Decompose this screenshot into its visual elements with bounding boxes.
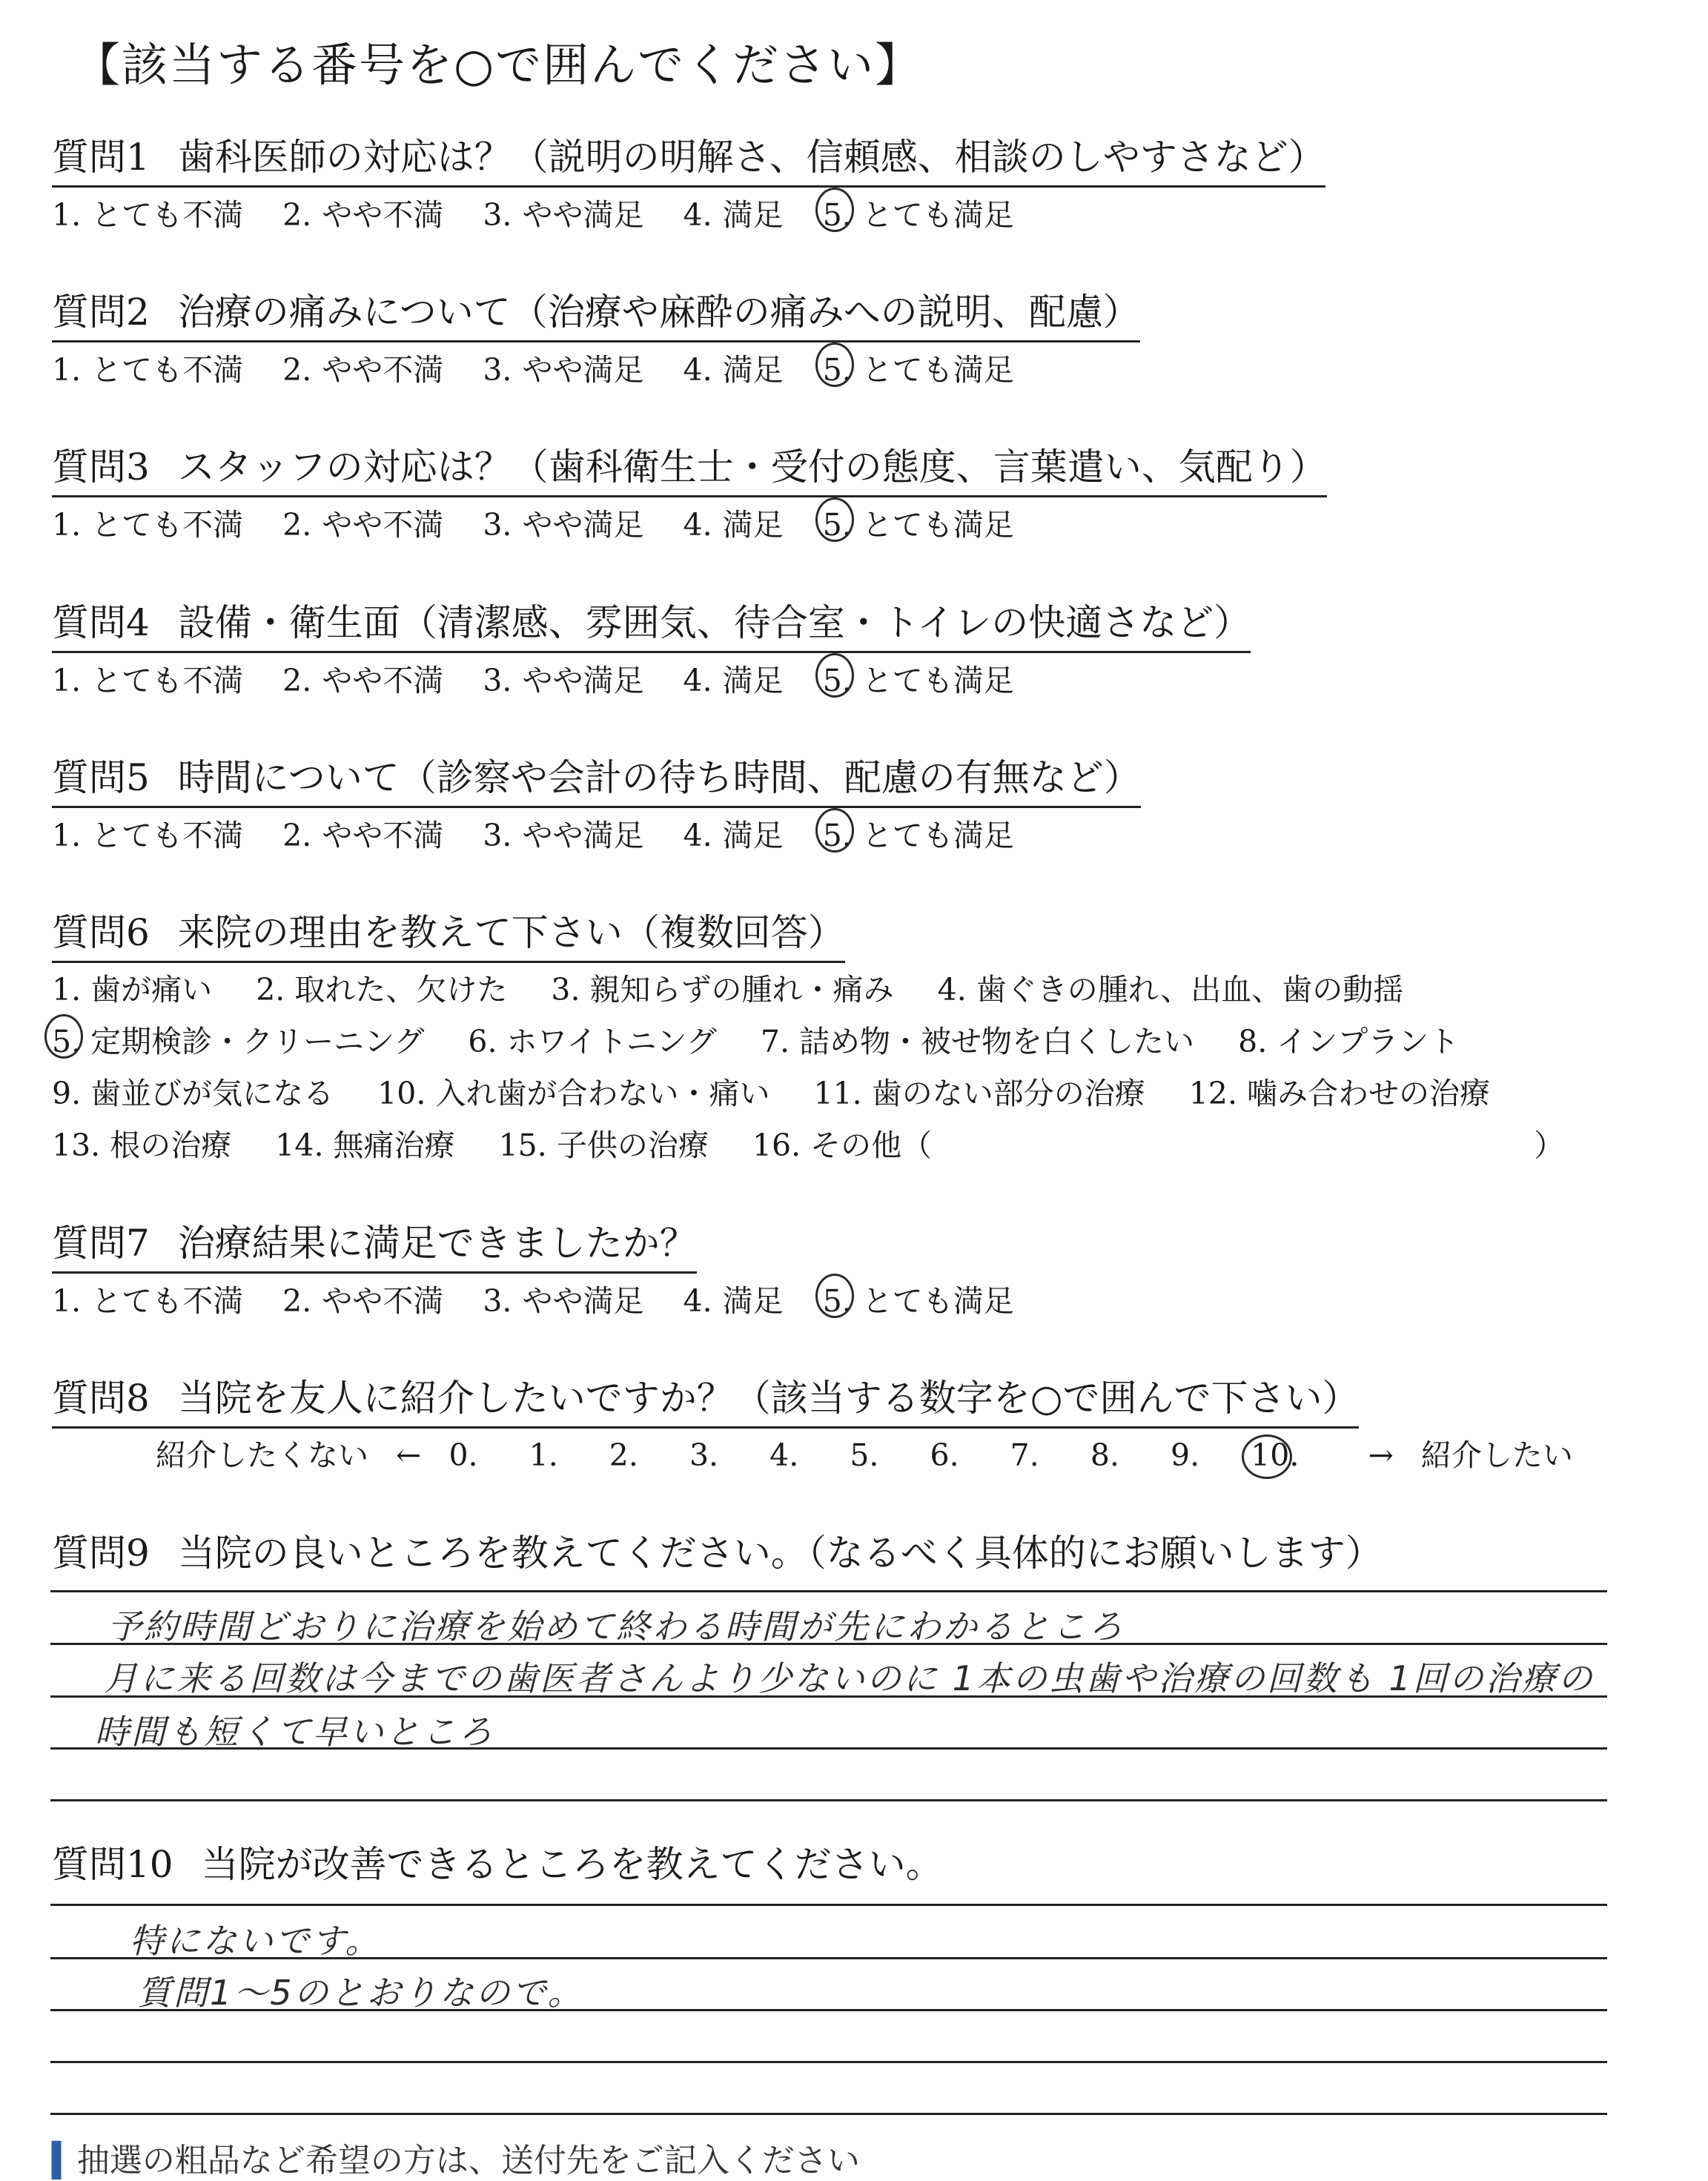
q6-row-1 — [52, 965, 1437, 1009]
q6-option-15[interactable]: 15. 子供の治療 — [498, 1128, 709, 1163]
scale-right-label: 紹介したい — [1420, 1437, 1573, 1473]
q6-row-3 — [52, 1069, 1524, 1113]
q6-option-6[interactable]: 6. ホワイトニング — [468, 1024, 717, 1059]
question-7-options — [52, 1277, 1044, 1320]
question-number: 質問2 — [52, 291, 150, 334]
question-text: 来院の理由を教えて下さい（複数回答） — [177, 911, 845, 954]
option-1[interactable]: 1. とても不満 — [52, 507, 244, 543]
option-4[interactable]: 4. 満足 — [683, 1283, 784, 1319]
option-3[interactable]: 3. やや満足 — [483, 663, 644, 698]
scale-7[interactable]: 7. — [1010, 1437, 1039, 1473]
scale-0[interactable]: 0. — [448, 1437, 478, 1473]
option-4[interactable]: 4. 満足 — [683, 197, 784, 233]
scale-10-selected[interactable]: 10. — [1251, 1437, 1300, 1473]
q6-option-3[interactable]: 3. 親知らずの腫れ・痛み — [551, 972, 894, 1007]
scale-1[interactable]: 1. — [529, 1437, 558, 1473]
q6-row-4 — [52, 1121, 1564, 1165]
q6-other-close: ） — [1534, 1128, 1565, 1163]
scale-4[interactable]: 4. — [769, 1437, 799, 1473]
question-text: 時間について（診察や会計の待ち時間、配慮の有無など） — [177, 756, 1141, 799]
question-3-header — [52, 437, 1327, 497]
question-number: 質問6 — [52, 911, 150, 954]
option-2[interactable]: 2. やや不満 — [282, 1283, 444, 1319]
answer-line — [50, 2113, 1607, 2115]
answer-line — [50, 1643, 1607, 1645]
q6-option-1[interactable]: 1. 歯が痛い — [52, 972, 213, 1007]
question-text: 治療結果に満足できましたか？ — [177, 1222, 697, 1265]
option-5-selected[interactable]: 5. とても満足 — [822, 1283, 1014, 1319]
question-3-options — [52, 500, 1044, 544]
q6-option-5-selected[interactable]: 5. 定期検診・クリーニング — [52, 1024, 425, 1059]
option-1[interactable]: 1. とても不満 — [52, 197, 244, 233]
footer-note: ▍抽選の粗品など希望の方は、送付先をご記入ください — [52, 2142, 860, 2180]
scale-9[interactable]: 9. — [1171, 1437, 1200, 1473]
scale-8[interactable]: 8. — [1090, 1437, 1119, 1473]
q9-answer-line-2[interactable]: 月に来る回数は今までの歯医者さんより少ないのに 1本の虫歯や治療の回数も 1回の治療の — [104, 1658, 1595, 1698]
option-5-selected[interactable]: 5. とても満足 — [822, 197, 1014, 233]
question-1-header — [52, 128, 1325, 188]
option-5-selected[interactable]: 5. とても満足 — [822, 352, 1014, 388]
option-4[interactable]: 4. 満足 — [683, 352, 784, 388]
answer-line — [50, 1747, 1607, 1750]
option-5-selected[interactable]: 5. とても満足 — [822, 818, 1014, 853]
question-number: 質問4 — [52, 601, 150, 644]
q6-option-11[interactable]: 11. 歯のない部分の治療 — [813, 1076, 1145, 1111]
question-number: 質問10 — [52, 1843, 173, 1886]
q9-answer-line-3[interactable]: 時間も短くて早いところ — [95, 1712, 494, 1752]
question-number: 質問7 — [52, 1222, 150, 1265]
q6-option-13[interactable]: 13. 根の治療 — [52, 1128, 232, 1163]
answer-line — [50, 1695, 1607, 1698]
question-text: 治療の痛みについて（治療や麻酔の痛みへの説明、配慮） — [177, 291, 1140, 334]
question-number: 質問1 — [52, 136, 150, 179]
q6-option-14[interactable]: 14. 無痛治療 — [275, 1128, 455, 1163]
q6-option-2[interactable]: 2. 取れた、欠けた — [256, 972, 508, 1007]
question-6-header — [52, 903, 845, 963]
q6-option-12[interactable]: 12. 噛み合わせの治療 — [1188, 1076, 1491, 1111]
question-8-header — [52, 1368, 1359, 1429]
question-text: 当院を友人に紹介したいですか？（該当する数字を○で囲んで下さい） — [177, 1377, 1360, 1420]
question-5-options — [52, 811, 1044, 855]
q6-option-4[interactable]: 4. 歯ぐきの腫れ、出血、歯の動揺 — [937, 972, 1404, 1007]
option-2[interactable]: 2. やや不満 — [282, 507, 444, 543]
question-4-header — [52, 593, 1251, 653]
option-1[interactable]: 1. とても不満 — [52, 352, 244, 388]
option-5-selected[interactable]: 5. とても満足 — [822, 507, 1014, 543]
option-5-selected[interactable]: 5. とても満足 — [822, 663, 1014, 698]
option-3[interactable]: 3. やや満足 — [483, 352, 644, 388]
scale-2[interactable]: 2. — [609, 1437, 638, 1473]
answer-line — [50, 2061, 1607, 2063]
page-title: 【該当する番号を○で囲んでください】 — [74, 38, 923, 92]
option-1[interactable]: 1. とても不満 — [52, 818, 244, 853]
q6-option-9[interactable]: 9. 歯並びが気になる — [52, 1076, 334, 1111]
scale-left-label: 紹介したくない — [156, 1437, 368, 1473]
option-4[interactable]: 4. 満足 — [683, 818, 784, 853]
question-number: 質問5 — [52, 756, 150, 799]
question-number: 質問3 — [52, 446, 150, 489]
question-1-options — [52, 191, 1044, 234]
option-3[interactable]: 3. やや満足 — [483, 197, 644, 233]
answer-line — [50, 1904, 1607, 1906]
question-number: 質問8 — [52, 1377, 150, 1420]
q6-option-10[interactable]: 10. 入れ歯が合わない・痛い — [377, 1076, 770, 1111]
question-text: スタッフの対応は？（歯科衛生士・受付の態度、言葉遣い、気配り） — [177, 446, 1327, 489]
question-10-header — [52, 1835, 943, 1893]
question-2-options — [52, 345, 1044, 389]
q10-answer-line-2[interactable]: 質問1〜5のとおりなので。 — [137, 1973, 584, 2013]
answer-line — [50, 1957, 1607, 1959]
question-number: 質問9 — [52, 1532, 150, 1575]
question-9-header — [52, 1523, 1383, 1581]
scale-5[interactable]: 5. — [850, 1437, 879, 1473]
option-3[interactable]: 3. やや満足 — [483, 818, 644, 853]
question-4-options — [52, 656, 1044, 700]
option-2[interactable]: 2. やや不満 — [282, 663, 444, 698]
footer-marker-icon: ▍ — [52, 2142, 77, 2180]
answer-line — [50, 2009, 1607, 2011]
question-text: 設備・衛生面（清潔感、雰囲気、待合室・トイレの快適さなど） — [177, 601, 1251, 644]
scale-3[interactable]: 3. — [689, 1437, 719, 1473]
answer-line — [50, 1799, 1607, 1801]
q9-answer-line-1[interactable]: 予約時間どおりに治療を始めて終わる時間が先にわかるところ — [107, 1606, 1125, 1646]
right-arrow-icon: → — [1368, 1437, 1394, 1473]
question-2-header — [52, 282, 1140, 342]
answer-line — [50, 1590, 1607, 1592]
q6-option-16[interactable]: 16. その他（ — [752, 1128, 933, 1163]
question-5-header — [52, 748, 1141, 808]
q6-option-7[interactable]: 7. 詰め物・被せ物を白くしたい — [760, 1024, 1195, 1059]
question-text: 歯科医師の対応は？（説明の明解さ、信頼感、相談のしやすさなど） — [177, 136, 1325, 179]
option-2[interactable]: 2. やや不満 — [282, 352, 444, 388]
option-4[interactable]: 4. 満足 — [683, 663, 784, 698]
scale-6[interactable]: 6. — [930, 1437, 959, 1473]
option-3[interactable]: 3. やや満足 — [483, 507, 644, 543]
option-1[interactable]: 1. とても不満 — [52, 1283, 244, 1319]
option-4[interactable]: 4. 満足 — [683, 507, 784, 543]
q6-option-8[interactable]: 8. インプラント — [1238, 1024, 1460, 1059]
q10-answer-line-1[interactable]: 特にないです。 — [130, 1921, 382, 1961]
question-text: 当院の良いところを教えてください。（なるべく具体的にお願いします） — [177, 1532, 1383, 1575]
question-text: 当院が改善できるところを教えてください。 — [201, 1843, 943, 1886]
question-7-header — [52, 1214, 697, 1274]
left-arrow-icon: ← — [396, 1437, 422, 1473]
option-1[interactable]: 1. とても不満 — [52, 663, 244, 698]
option-2[interactable]: 2. やや不満 — [282, 818, 444, 853]
option-2[interactable]: 2. やや不満 — [282, 197, 444, 233]
recommend-scale — [156, 1431, 1573, 1475]
option-3[interactable]: 3. やや満足 — [483, 1283, 644, 1319]
q6-row-2 — [52, 1017, 1493, 1061]
